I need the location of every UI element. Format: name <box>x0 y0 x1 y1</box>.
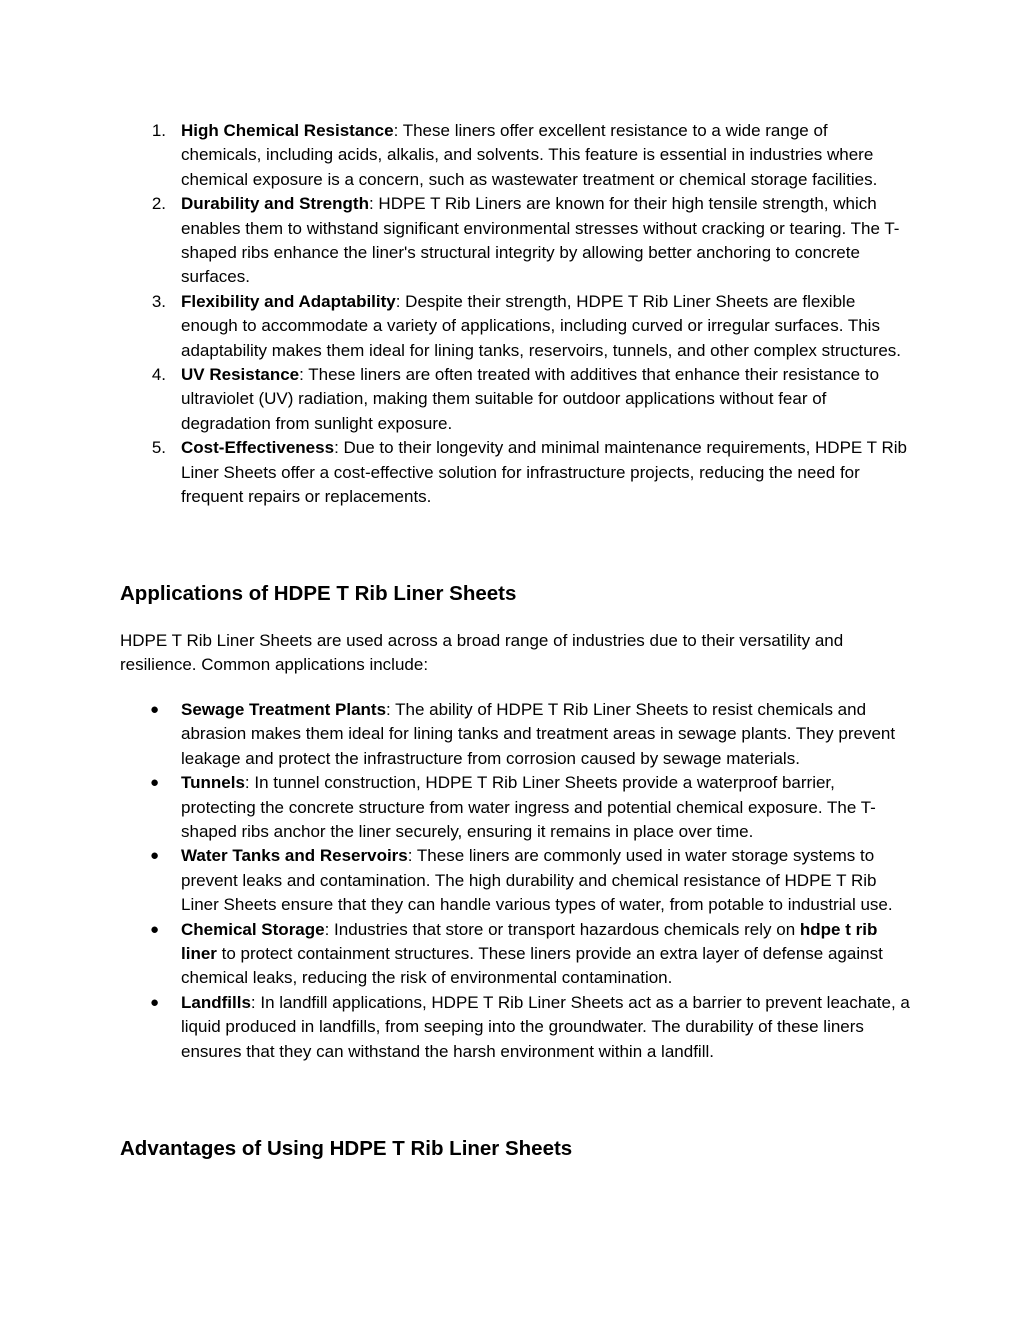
item-text: : Despite their strength, HDPE T Rib Liner Sheets are flexible enough to accommodate a variety of applications, including curved or irregular surfaces. This adaptability makes them ideal for lining tanks, reservoirs, tunnels, and other complex structures. <box>181 291 902 360</box>
applications-heading: Applications of HDPE T Rib Liner Sheets <box>120 582 517 605</box>
list-item <box>120 363 910 436</box>
advantages-heading: Advantages of Using HDPE T Rib Liner Sheets <box>120 1137 573 1160</box>
item-term: Durability and Strength <box>181 194 369 214</box>
item-text: : These liners are often treated with additives that enhance their resistance to ultraviolet (UV) radiation, making them suitable for outdoor applications without fear of degradation from sunlight exposure. <box>181 365 880 433</box>
item-term: Flexibility and Adaptability <box>181 291 396 311</box>
item-term: Cost-Effectiveness <box>181 438 335 458</box>
bullet-icon: ● <box>150 701 160 718</box>
bullet-icon: ● <box>150 920 160 938</box>
list-item <box>120 918 910 991</box>
item-text: : These liners are commonly used in water storage systems to prevent leaks and contamination. The high durability and chemical resistance of HDPE T Rib Liner Sheets ensure that they can handle various types of water, from potable to industrial use. <box>181 846 893 915</box>
features-list <box>120 119 910 510</box>
bullet-icon: ● <box>150 993 160 1011</box>
item-text: : In tunnel construction, HDPE T Rib Liner Sheets provide a waterproof barrier, protecting the concrete structure from water ingress and potential chemical exposure. The T-shaped ribs anchor the liner securely, ensuring it remains in place over time. <box>181 773 876 842</box>
item-term: Sewage Treatment Plants <box>181 700 387 719</box>
list-item <box>120 991 910 1064</box>
item-term: Tunnels <box>181 773 245 793</box>
item-term: High Chemical Resistance <box>181 121 394 140</box>
applications-intro: HDPE T Rib Liner Sheets are used across a broad range of industries due to their versatility and resilience. Common applications include: <box>120 631 844 675</box>
item-text: : These liners offer excellent resistance to a wide range of chemicals, including acids, alkalis, and solvents. This feature is essential in industries where chemical exposure is a concern, such as wastewater treatment or chemical storage facilities. <box>181 121 878 189</box>
item-text: : In landfill applications, HDPE T Rib Liner Sheets act as a barrier to prevent leachate, a liquid produced in landfills, from seeping into the groundwater. The durability of these liners ensures that they can withstand the harsh environment within a landfill. <box>181 992 910 1061</box>
bullet-icon: ● <box>150 774 160 792</box>
applications-list <box>120 698 910 1064</box>
list-item <box>120 436 910 509</box>
list-item <box>120 119 910 192</box>
list-item <box>120 290 910 363</box>
item-term: Chemical Storage <box>181 919 325 939</box>
list-number: 4. <box>151 365 166 385</box>
item-text: : Due to their longevity and minimal maintenance requirements, HDPE T Rib Liner Sheets offer a cost-effective solution for infrastructure projects, reducing the need for frequent repairs or replacements. <box>181 438 907 507</box>
item-text: : HDPE T Rib Liners are known for their high tensile strength, which enables them to withstand significant environmental stresses without cracking or tearing. The T-shaped ribs enhance the liner's structural integrity by allowing better anchoring to concrete surfaces. <box>181 194 900 287</box>
list-item <box>120 698 910 771</box>
list-item <box>120 844 910 917</box>
item-text: : Industries that store or transport hazardous chemicals rely on <box>324 919 800 939</box>
item-term: Landfills <box>181 992 251 1012</box>
item-keyword: hdpe t rib liner <box>181 919 878 964</box>
bullet-icon: ● <box>150 847 160 865</box>
list-number: 5. <box>151 438 166 458</box>
list-number: 3. <box>151 291 166 311</box>
list-number: 1. <box>151 121 166 140</box>
list-number: 2. <box>151 194 166 214</box>
item-term: UV Resistance <box>181 365 300 385</box>
list-item <box>120 771 910 844</box>
item-term: Water Tanks and Reservoirs <box>181 846 408 866</box>
list-item <box>120 192 910 290</box>
item-text: to protect containment structures. These liners provide an extra layer of defense against chemical leaks, reducing the risk of environmental contamination. <box>181 944 883 988</box>
item-text: : The ability of HDPE T Rib Liner Sheets to resist chemicals and abrasion makes them ideal for lining tanks and treatment areas in sewage plants. They prevent leakage and protect the infrastructure from corrosion caused by sewage materials. <box>181 700 896 768</box>
